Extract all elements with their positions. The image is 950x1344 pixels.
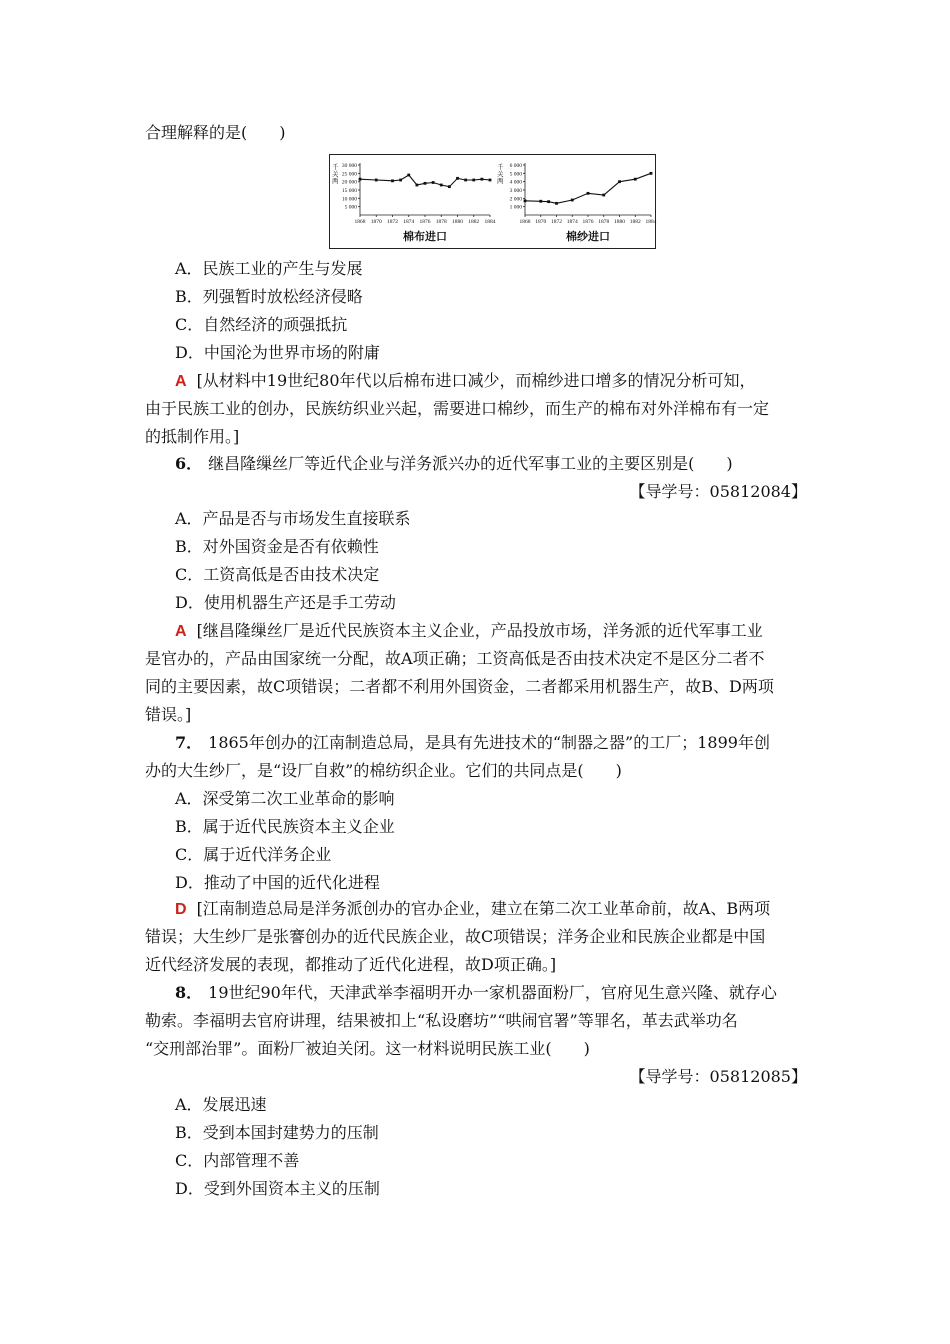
data-point	[547, 200, 550, 203]
q5-explanation-line-1: A [从材料中19世纪80年代以后棉布进口减少，而棉纱进口增多的情况分析可知，	[175, 371, 756, 390]
data-point	[359, 178, 362, 181]
y-tick-label: 6 000	[509, 163, 522, 169]
y-axis-unit-char: 千	[497, 163, 504, 171]
q8-option-b: B．受到本国封建势力的压制	[175, 1123, 379, 1142]
data-point	[407, 174, 410, 177]
y-axis-unit-char: 两	[497, 177, 504, 185]
q6-number: 6．	[175, 454, 203, 473]
data-point	[555, 202, 558, 205]
q8-stem-line-2: 勒索。李福明去官府讲理，结果被扣上“私设磨坊”“哄闹官署”等罪名，革去武举功名	[145, 1011, 738, 1030]
y-tick-label: 2 000	[509, 196, 522, 203]
q7-explanation-line-2: 错误；大生纱厂是张謇创办的近代民族企业，故C项错误；洋务企业和民族企业都是中国	[145, 927, 766, 946]
y-tick-label: 1 000	[509, 204, 522, 211]
data-point	[524, 199, 527, 202]
x-tick-label: 1878	[598, 219, 610, 225]
cotton-cloth-chart	[332, 162, 496, 243]
q7-answer: D	[175, 901, 187, 918]
y-axis-unit-char: 千	[332, 163, 339, 171]
q7-stem-line-1: 7． 1865年创办的江南制造总局，是具有先进技术的“制器之器”的工厂；1899年创	[175, 733, 770, 752]
data-point	[571, 199, 574, 202]
x-tick-label: 1868	[354, 219, 366, 225]
y-axis-unit-char: 关	[332, 170, 339, 178]
q7-option-a: A．深受第二次工业革命的影响	[175, 789, 395, 808]
q6-explanation-line-3: 同的主要因素，故C项错误；二者都不利用外国资金，二者都采用机器生产，故B、D两项	[145, 677, 774, 696]
q5-option-c: C．自然经济的顽强抵抗	[175, 315, 348, 334]
y-axis-unit-char: 关	[497, 170, 504, 178]
q6-option-d: D．使用机器生产还是手工劳动	[175, 593, 396, 612]
question-5-stem-tail: 合理解释的是( )	[145, 123, 286, 142]
q6-explanation-line-2: 是官办的，产品由国家统一分配，故A项正确；工资高低是否由技术决定不是区分二者不	[145, 649, 765, 668]
q8-number: 8．	[175, 983, 203, 1002]
q7-option-c: C．属于近代洋务企业	[175, 845, 332, 864]
x-tick-label: 1876	[419, 219, 431, 225]
series-line	[360, 175, 490, 187]
x-tick-label: 1884	[484, 219, 496, 225]
q8-option-d: D．受到外国资本主义的压制	[175, 1179, 380, 1198]
data-point	[399, 179, 402, 182]
cotton-yarn-chart	[497, 162, 657, 243]
x-tick-label: 1872	[387, 219, 398, 225]
q7-explanation-line-1: D [江南制造总局是洋务派创办的官办企业，建立在第二次工业革命前，故A、B两项	[175, 899, 771, 918]
data-point	[424, 182, 427, 185]
data-point	[489, 179, 492, 182]
y-tick-label: 5 000	[509, 171, 522, 178]
x-tick-label: 1878	[435, 219, 447, 225]
data-point	[375, 179, 378, 182]
data-point	[432, 181, 435, 184]
data-point	[415, 184, 418, 187]
data-point	[618, 180, 621, 183]
q7-option-b: B．属于近代民族资本主义企业	[175, 817, 395, 836]
y-tick-label: 30 000	[341, 163, 357, 169]
data-point	[464, 179, 467, 182]
data-point	[587, 192, 590, 195]
x-tick-label: 1870	[370, 219, 382, 225]
chart-title: 棉纱进口	[566, 230, 610, 243]
q8-stem-line-3: “交刑部治罪”。面粉厂被迫关闭。这一材料说明民族工业( )	[145, 1039, 590, 1058]
data-point	[440, 184, 443, 187]
q7-stem-line-2: 办的大生纱厂，是“设厂自救”的棉纺织企业。它们的共同点是( )	[145, 761, 622, 780]
x-tick-label: 1876	[582, 219, 594, 225]
data-point	[634, 178, 637, 181]
q8-option-a: A．发展迅速	[175, 1095, 267, 1114]
q5-option-a: A．民族工业的产生与发展	[175, 259, 363, 278]
y-tick-label: 4 000	[509, 179, 522, 186]
data-point	[472, 179, 475, 182]
import-charts-figure	[329, 154, 656, 249]
q5-explanation-line-2: 由于民族工业的创办，民族纺织业兴起，需要进口棉纱，而生产的棉布对外洋棉布有一定	[145, 399, 770, 418]
q7-explanation-line-3: 近代经济发展的表现，都推动了近代化进程，故D项正确。]	[145, 955, 557, 974]
q7-number: 7．	[175, 733, 203, 752]
x-tick-label: 1872	[551, 219, 562, 225]
y-tick-label: 3 000	[509, 188, 522, 194]
x-tick-label: 1880	[614, 219, 625, 225]
y-axis-unit-char: 两	[332, 177, 339, 185]
data-point	[480, 178, 483, 181]
q6-ref-number: 【导学号：05812084】	[629, 482, 807, 501]
q5-option-d: D．中国沦为世界市场的附庸	[175, 343, 380, 362]
series-line	[525, 173, 651, 203]
import-charts-svg	[330, 155, 655, 248]
q6-answer: A	[175, 623, 187, 640]
q6-option-a: A．产品是否与市场发生直接联系	[175, 509, 411, 528]
q6-explanation-line-1: A [继昌隆缫丝厂是近代民族资本主义企业，产品投放市场，洋务派的近代军事工业	[175, 621, 763, 640]
q8-ref-number: 【导学号：05812085】	[629, 1067, 807, 1086]
x-tick-label: 1870	[535, 219, 547, 225]
x-tick-label: 1882	[629, 219, 641, 225]
q6-stem: 6． 继昌隆缫丝厂等近代企业与洋务派兴办的近代军事工业的主要区别是( )	[175, 454, 733, 473]
y-tick-label: 15 000	[341, 188, 357, 194]
q5-explanation-line-3: 的抵制作用。]	[145, 427, 240, 446]
data-point	[602, 194, 605, 197]
y-tick-label: 10 000	[341, 196, 357, 203]
x-tick-label: 1874	[403, 219, 415, 225]
x-tick-label: 1882	[468, 219, 480, 225]
data-point	[650, 172, 653, 175]
q6-option-c: C．工资高低是否由技术决定	[175, 565, 380, 584]
q6-option-b: B．对外国资金是否有依赖性	[175, 537, 379, 556]
y-tick-label: 20 000	[341, 179, 357, 186]
q5-option-b: B．列强暂时放松经济侵略	[175, 287, 363, 306]
chart-title: 棉布进口	[403, 230, 447, 243]
y-tick-label: 25 000	[341, 171, 357, 178]
x-tick-label: 1874	[566, 219, 578, 225]
x-tick-label: 1868	[519, 219, 531, 225]
q8-stem-line-1: 8． 19世纪90年代，天津武举李福明开办一家机器面粉厂，官府见生意兴隆、就存心	[175, 983, 777, 1002]
x-tick-label: 1884	[645, 219, 657, 225]
q5-answer: A	[175, 373, 187, 390]
data-point	[456, 177, 459, 180]
y-tick-label: 5 000	[344, 204, 357, 211]
x-tick-label: 1880	[452, 219, 463, 225]
q8-option-c: C．内部管理不善	[175, 1151, 300, 1170]
data-point	[539, 200, 542, 203]
q7-option-d: D．推动了中国的近代化进程	[175, 873, 380, 892]
data-point	[391, 179, 394, 182]
q6-explanation-line-4: 错误。]	[145, 705, 192, 724]
data-point	[448, 185, 451, 188]
